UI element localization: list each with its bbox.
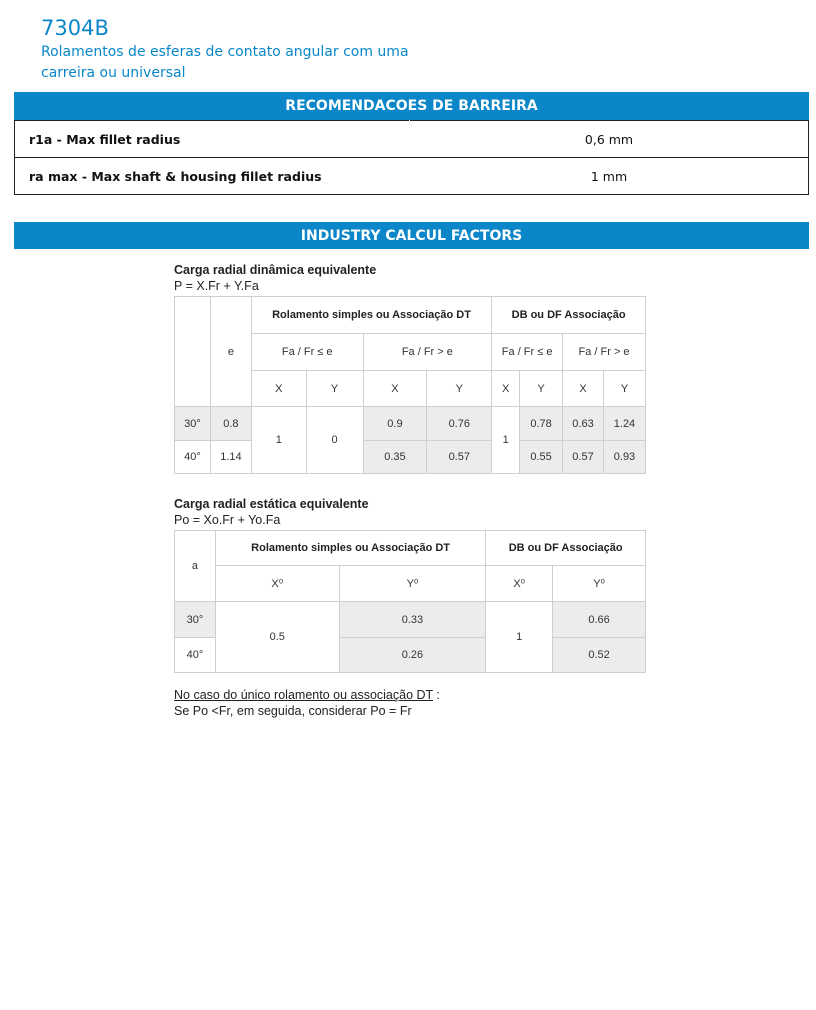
single-dt-header: Rolamento simples ou Associação DT [215,531,485,566]
dynamic-load-title: Carga radial dinâmica equivalente [174,263,377,277]
product-header [41,14,461,84]
product-description: Rolamentos de esferas de contato angular com uma carreira ou universal [41,44,409,81]
x-header: X [251,371,306,407]
single-le-y-cell: 0 [306,407,363,474]
table-row [15,158,809,195]
single-gt-x-cell: 0.35 [363,441,427,474]
footnote-colon: : [432,688,440,702]
table-row [175,602,646,638]
e-cell: 1.14 [210,441,251,474]
industry-section-title: INDUSTRY CALCUL FACTORS [14,222,809,249]
angle-cell: 40° [175,638,216,673]
y0-header: Y⁰ [339,566,486,602]
x0-header: X⁰ [486,566,553,602]
dynamic-load-formula: P = X.Fr + Y.Fa [174,279,259,293]
db-df-header: DB ou DF Associação [486,531,646,566]
product-code: 7304B [41,16,109,40]
single-y0-cell: 0.26 [339,638,486,673]
angle-cell: 40° [175,441,211,474]
x-header: X [492,371,520,407]
y-header: Y [603,371,645,407]
footnote-line-2: Se Po <Fr, em seguida, considerar Po = Fr [174,704,412,718]
static-load-title: Carga radial estática equivalente [174,497,369,511]
calcul-factors-image [174,262,646,719]
db-y0-cell: 0.66 [553,602,646,638]
max-fillet-radius-value: 1 mm [410,158,809,195]
db-gt-header: Fa / Fr > e [563,334,646,371]
footnote [174,687,646,719]
single-gt-header: Fa / Fr > e [363,334,492,371]
table-row [175,441,646,474]
angle-cell: 30° [175,407,211,441]
db-le-y-cell: 0.78 [520,407,563,441]
single-y0-cell: 0.33 [339,602,486,638]
single-gt-y-cell: 0.76 [427,407,492,441]
static-load-formula: Po = Xo.Fr + Yo.Fa [174,513,281,527]
single-le-header: Fa / Fr ≤ e [251,334,363,371]
db-le-header: Fa / Fr ≤ e [492,334,563,371]
a-header: a [175,531,216,602]
table-row [15,121,809,158]
dynamic-factors-table [174,296,646,474]
footnote-condition: No caso do único rolamento ou associação DT [174,688,433,702]
db-gt-y-cell: 0.93 [603,441,645,474]
barrier-section-title: RECOMENDACOES DE BARREIRA [14,92,809,120]
y-header: Y [427,371,492,407]
x-header: X [563,371,604,407]
db-y0-cell: 0.52 [553,638,646,673]
e-header: e [210,297,251,407]
max-fillet-radius-label: ra max - Max shaft & housing fillet radius [15,158,410,195]
fillet-radius-value: 0,6 mm [410,121,809,158]
db-df-header: DB ou DF Associação [492,297,646,334]
table-row [175,407,646,441]
single-x0-cell: 0.5 [215,602,339,673]
angle-header [175,297,211,407]
db-le-x-cell: 1 [492,407,520,474]
single-gt-y-cell: 0.57 [427,441,492,474]
y-header: Y [520,371,563,407]
static-factors-table [174,530,646,673]
y-header: Y [306,371,363,407]
fillet-radius-label: r1a - Max fillet radius [15,121,410,158]
footnote-line-1 [174,687,646,703]
db-le-y-cell: 0.55 [520,441,563,474]
single-gt-x-cell: 0.9 [363,407,427,441]
single-dt-header: Rolamento simples ou Associação DT [251,297,491,334]
x0-header: X⁰ [215,566,339,602]
y0-header: Y⁰ [553,566,646,602]
x-header: X [363,371,427,407]
db-gt-y-cell: 1.24 [603,407,645,441]
db-x0-cell: 1 [486,602,553,673]
e-cell: 0.8 [210,407,251,441]
db-gt-x-cell: 0.63 [563,407,604,441]
db-gt-x-cell: 0.57 [563,441,604,474]
angle-cell: 30° [175,602,216,638]
barrier-table [14,120,809,195]
single-le-x-cell: 1 [251,407,306,474]
